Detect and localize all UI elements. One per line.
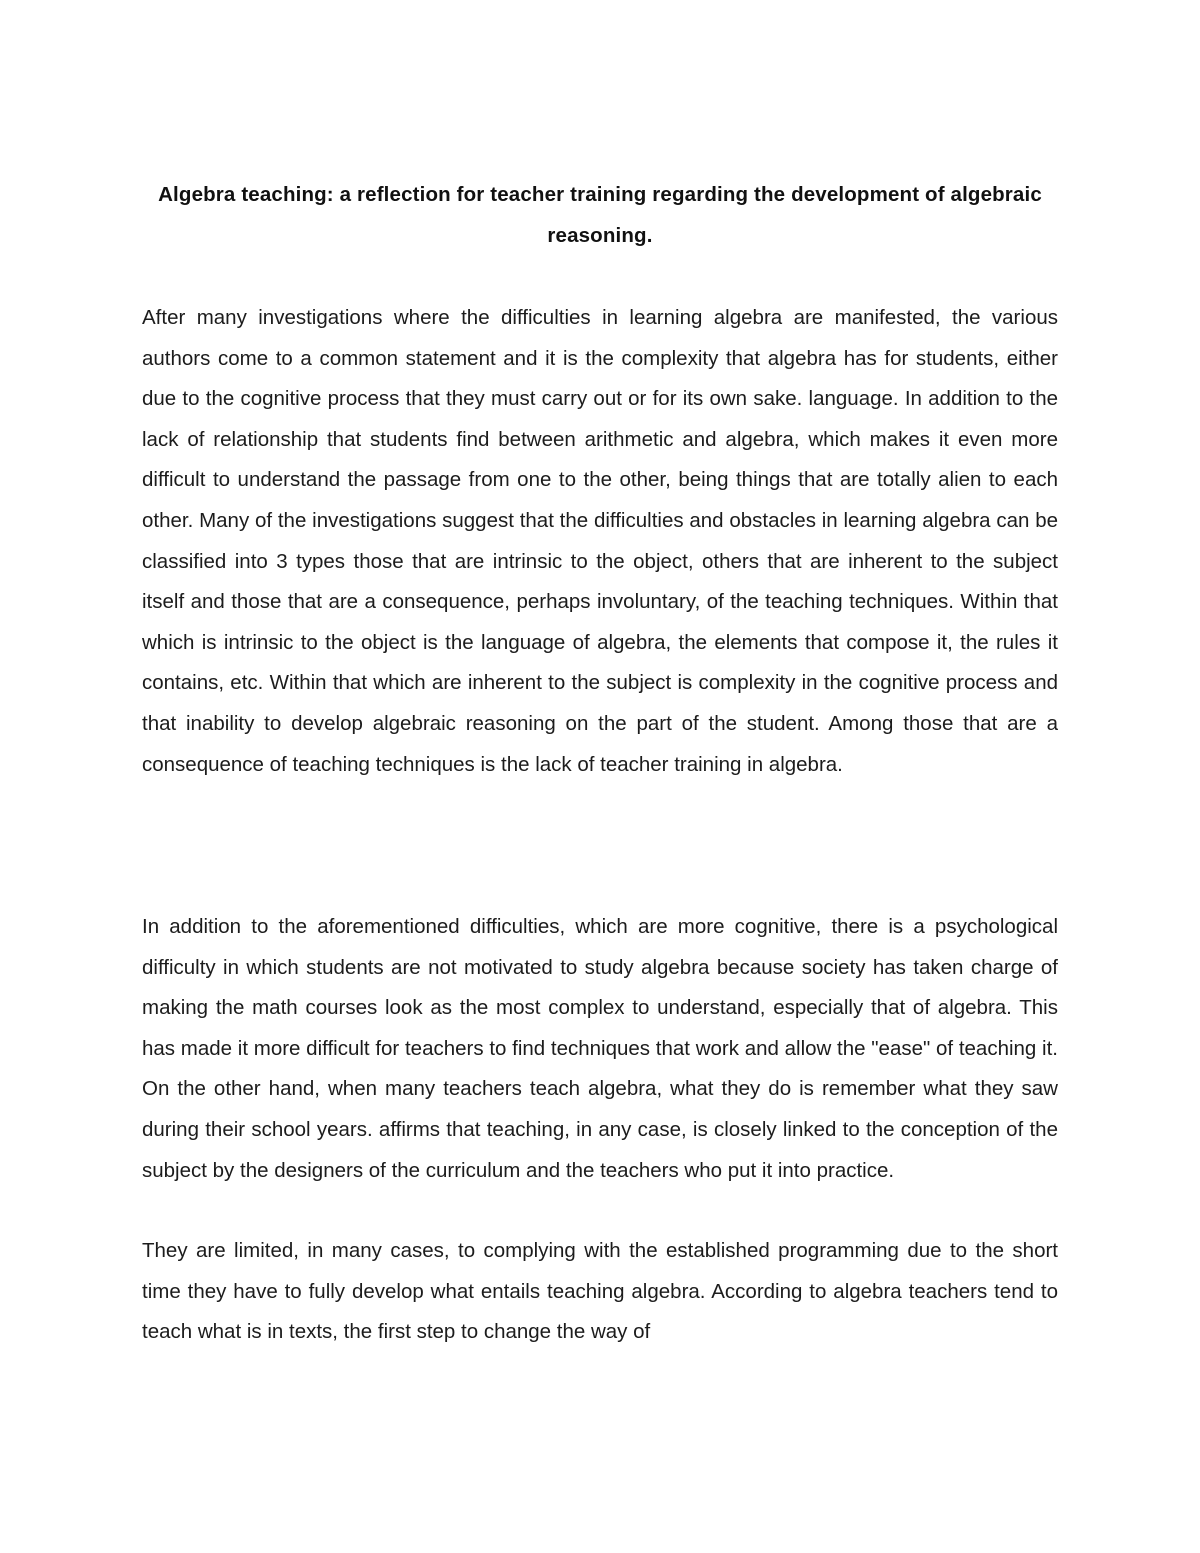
paragraph-difficulties: After many investigations where the difficulties in learning algebra are manifested, the various authors come to a common statement and it is the complexity that algebra has for students, either due to the cognitive process that they must carry out or for its own sake. language. In addition to the lack of relationship that students find between arithmetic and algebra, which makes it even more difficult to understand the passage from one to the other, being things that are totally alien to each other. Many of the investigations suggest that the difficulties and obstacles in learning algebra can be classified into 3 types those that are intrinsic to the object, others that are inherent to the subject itself and those that are a consequence, perhaps involuntary, of the teaching techniques. Within that which is intrinsic to the object is the language of algebra, the elements that compose it, the rules it contains, etc. Within that which are inherent to the subject is complexity in the cognitive process and that inability to develop algebraic reasoning on the part of the student. Among those that are a consequence of teaching techniques is the lack of teacher training in algebra. bbox=[142, 306, 1058, 776]
paragraph-programming-limits: They are limited, in many cases, to complying with the established programming due to the short time they have to fully develop what entails teaching algebra. According to algebra teachers tend to teach what is in texts, the first step to change the way of bbox=[142, 1239, 1058, 1344]
document-title: Algebra teaching: a reflection for teacher training regarding the development of algebraic reasoning. bbox=[158, 183, 1042, 247]
paragraph-psychological-difficulty: In addition to the aforementioned difficulties, which are more cognitive, there is a psychological difficulty in which students are not motivated to study algebra because society has taken charge of making the math courses look as the most complex to understand, especially that of algebra. This has made it more difficult for teachers to find techniques that work and allow the "ease" of teaching it. On the other hand, when many teachers teach algebra, what they do is remember what they saw during their school years. affirms that teaching, in any case, is closely linked to the conception of the subject by the designers of the curriculum and the teachers who put it into practice. bbox=[142, 915, 1058, 1182]
